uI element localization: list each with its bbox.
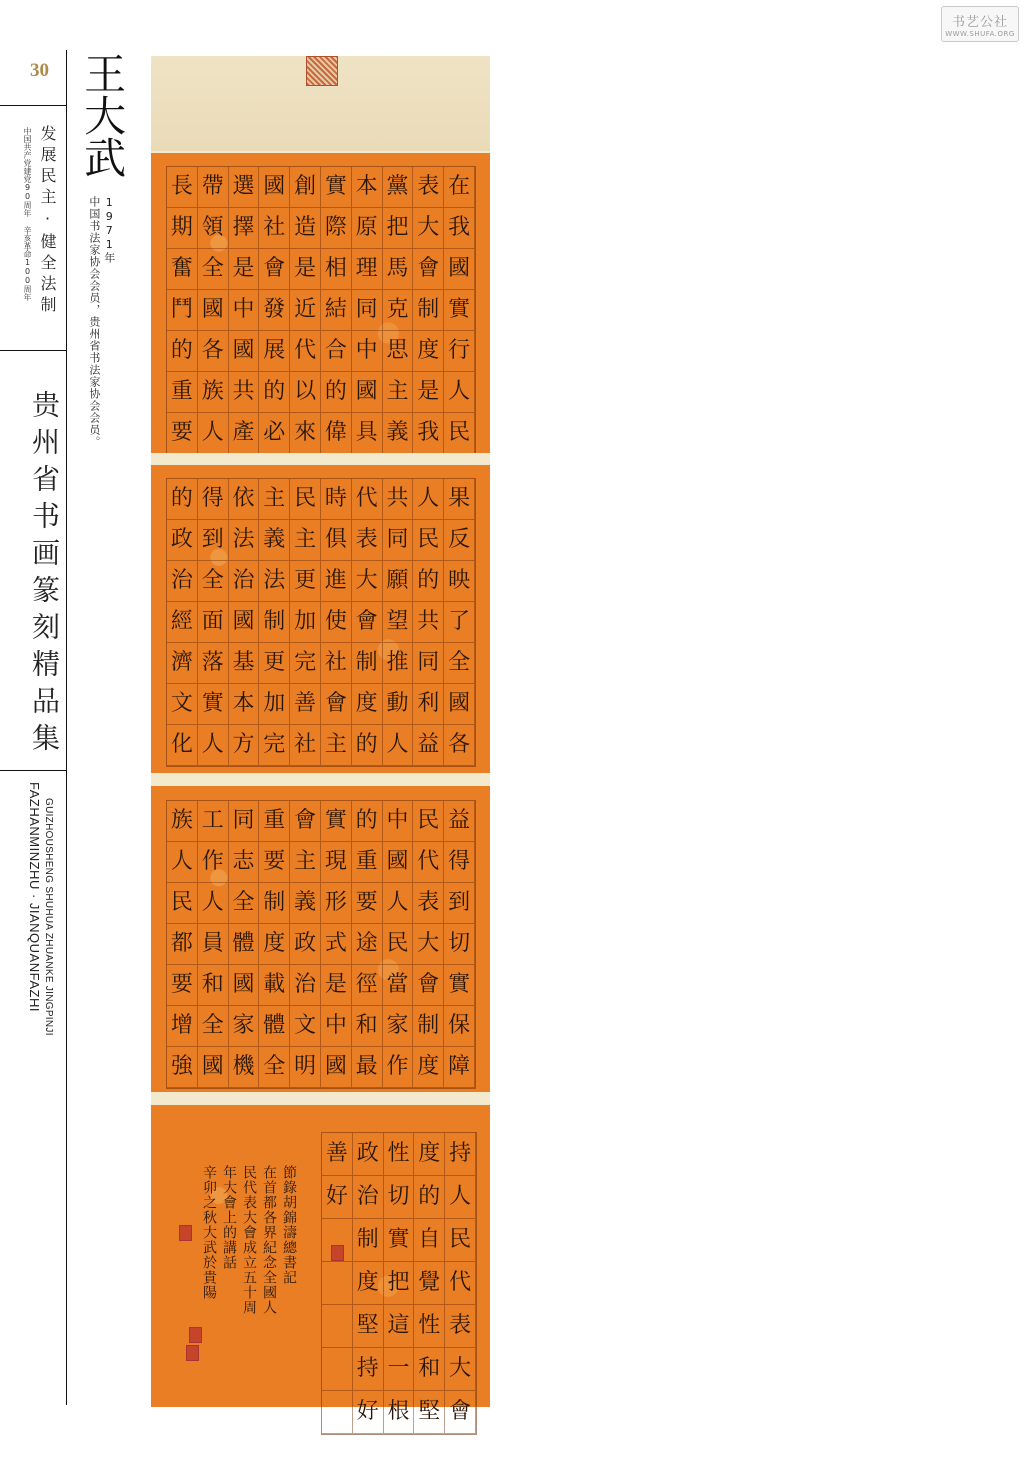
character-grid-1 [166, 166, 476, 455]
calligraphy-character: 會 [413, 965, 444, 1006]
calligraphy-character: 益 [413, 725, 444, 766]
book-title: 贵州省书画篆刻精品集 [28, 390, 61, 760]
calligraphy-character: 更 [259, 643, 290, 684]
calligraphy-character: 同 [413, 643, 444, 684]
calligraphy-character: 是 [413, 372, 444, 413]
site-watermark-logo [941, 6, 1019, 42]
calligraphy-character: 依 [229, 479, 260, 520]
calligraphy-character: 度 [413, 331, 444, 372]
calligraphy-character: 使 [321, 602, 352, 643]
calligraphy-character: 同 [352, 290, 383, 331]
panel-gap [151, 1092, 490, 1105]
calligraphy-character: 載 [259, 965, 290, 1006]
calligraphy-character: 黨 [383, 167, 414, 208]
calligraphy-character: 人 [198, 725, 229, 766]
calligraphy-character: 當 [383, 965, 414, 1006]
calligraphy-character: 家 [229, 1006, 260, 1047]
artist-name: 王大武 [78, 52, 128, 178]
calligraphy-character: 造 [290, 208, 321, 249]
calligraphy-character: 重 [352, 842, 383, 883]
calligraphy-character: 國 [321, 1047, 352, 1088]
calligraphy-character: 民 [445, 1219, 476, 1262]
calligraphy-character: 要 [167, 413, 198, 454]
calligraphy-character: 會 [290, 801, 321, 842]
calligraphy-character: 行 [444, 331, 475, 372]
calligraphy-character: 切 [444, 924, 475, 965]
calligraphy-character: 家 [383, 1006, 414, 1047]
calligraphy-character: 把 [383, 208, 414, 249]
calligraphy-character: 鬥 [167, 290, 198, 331]
calligraphy-character: 的 [414, 1176, 445, 1219]
calligraphy-panel-1 [151, 153, 490, 453]
calligraphy-character: 作 [383, 1047, 414, 1088]
calligraphy-character: 選 [229, 167, 260, 208]
calligraphy-character: 大 [413, 924, 444, 965]
calligraphy-panel-2 [151, 465, 490, 773]
calligraphy-character: 和 [414, 1348, 445, 1391]
calligraphy-character: 原 [352, 208, 383, 249]
calligraphy-character: 加 [259, 684, 290, 725]
calligraphy-character: 要 [259, 842, 290, 883]
calligraphy-character: 主 [321, 725, 352, 766]
calligraphy-character: 會 [413, 249, 444, 290]
calligraphy-character: 制 [259, 602, 290, 643]
calligraphy-character: 產 [229, 413, 260, 454]
colophon-line: 節錄胡錦濤總書記 [281, 1165, 297, 1285]
artist-year: 1971年 [102, 196, 116, 264]
calligraphy-character: 徑 [352, 965, 383, 1006]
collector-seal-icon [306, 56, 338, 86]
calligraphy-character: 治 [353, 1176, 384, 1219]
calligraphy-character: 好 [353, 1391, 384, 1434]
calligraphy-character: 共 [383, 479, 414, 520]
calligraphy-character: 到 [444, 883, 475, 924]
calligraphy-character: 實 [444, 290, 475, 331]
calligraphy-character: 克 [383, 290, 414, 331]
calligraphy-character: 願 [383, 561, 414, 602]
calligraphy-character: 濟 [167, 643, 198, 684]
calligraphy-character: 和 [352, 1006, 383, 1047]
calligraphy-character: 更 [290, 561, 321, 602]
calligraphy-character: 人 [198, 883, 229, 924]
calligraphy-character: 思 [383, 331, 414, 372]
calligraphy-character: 好 [322, 1176, 353, 1219]
calligraphy-character: 理 [352, 249, 383, 290]
calligraphy-character: 持 [445, 1133, 476, 1176]
latin-book-title: GUIZHOUSHENG SHUHUA ZHUANKE JINGPINJI [43, 798, 54, 1036]
calligraphy-character: 民 [444, 413, 475, 454]
calligraphy-character: 度 [259, 924, 290, 965]
calligraphy-character: 本 [352, 167, 383, 208]
calligraphy-character: 合 [321, 331, 352, 372]
calligraphy-character: 我 [413, 413, 444, 454]
calligraphy-character: 式 [321, 924, 352, 965]
calligraphy-character: 利 [413, 684, 444, 725]
calligraphy-character: 相 [321, 249, 352, 290]
calligraphy-character: 度 [353, 1262, 384, 1305]
calligraphy-character: 發 [259, 290, 290, 331]
calligraphy-character: 法 [229, 520, 260, 561]
calligraphy-character: 到 [198, 520, 229, 561]
calligraphy-character: 同 [229, 801, 260, 842]
calligraphy-character: 義 [290, 883, 321, 924]
character-grid-2 [166, 478, 476, 767]
calligraphy-character: 中 [321, 1006, 352, 1047]
calligraphy-panel-4 [151, 1105, 490, 1424]
calligraphy-character: 國 [229, 602, 260, 643]
calligraphy-character: 代 [445, 1262, 476, 1305]
colophon-line: 辛卯之秋大武於貴陽 [201, 1165, 217, 1300]
calligraphy-character: 各 [198, 331, 229, 372]
calligraphy-character: 制 [352, 643, 383, 684]
calligraphy-character: 人 [167, 842, 198, 883]
calligraphy-character [322, 1391, 353, 1434]
calligraphy-character: 中 [352, 331, 383, 372]
calligraphy-character: 堅 [414, 1391, 445, 1434]
character-grid-3 [166, 800, 476, 1089]
calligraphy-character: 治 [229, 561, 260, 602]
calligraphy-character: 際 [321, 208, 352, 249]
calligraphy-character: 創 [290, 167, 321, 208]
sidebar-rule-2 [0, 350, 66, 351]
calligraphy-character: 完 [259, 725, 290, 766]
calligraphy-character: 堅 [353, 1305, 384, 1348]
calligraphy-character: 志 [229, 842, 260, 883]
calligraphy-character: 民 [413, 801, 444, 842]
calligraphy-character: 大 [352, 561, 383, 602]
calligraphy-character: 作 [198, 842, 229, 883]
watermark-seal-text: 书艺公社 [951, 14, 1008, 30]
calligraphy-character: 工 [198, 801, 229, 842]
calligraphy-character: 人 [383, 883, 414, 924]
calligraphy-character: 制 [259, 883, 290, 924]
calligraphy-character: 實 [198, 684, 229, 725]
artist-seal-icon [186, 1345, 199, 1361]
calligraphy-character: 障 [444, 1047, 475, 1088]
calligraphy-character: 人 [198, 413, 229, 454]
calligraphy-character: 這 [384, 1305, 415, 1348]
sidebar-rule-3 [0, 770, 66, 771]
calligraphy-character: 明 [290, 1047, 321, 1088]
calligraphy-character: 保 [444, 1006, 475, 1047]
calligraphy-character: 了 [444, 602, 475, 643]
calligraphy-character: 基 [229, 643, 260, 684]
calligraphy-character: 映 [444, 561, 475, 602]
calligraphy-character: 重 [259, 801, 290, 842]
calligraphy-character: 代 [413, 842, 444, 883]
artist-seal-icon [331, 1245, 344, 1261]
calligraphy-character: 會 [321, 684, 352, 725]
calligraphy-character: 全 [198, 249, 229, 290]
calligraphy-character: 最 [352, 1047, 383, 1088]
calligraphy-character: 民 [383, 924, 414, 965]
calligraphy-character: 表 [413, 167, 444, 208]
calligraphy-character: 民 [413, 520, 444, 561]
calligraphy-character: 善 [322, 1133, 353, 1176]
calligraphy-character: 會 [352, 602, 383, 643]
calligraphy-character: 進 [321, 561, 352, 602]
calligraphy-character: 代 [352, 479, 383, 520]
calligraphy-character: 全 [444, 643, 475, 684]
calligraphy-character: 全 [198, 561, 229, 602]
calligraphy-character: 是 [321, 965, 352, 1006]
calligraphy-character: 全 [229, 883, 260, 924]
calligraphy-character: 反 [444, 520, 475, 561]
calligraphy-character: 得 [444, 842, 475, 883]
calligraphy-character: 形 [321, 883, 352, 924]
section-subtitle: 中国共产党建党90周年 辛亥革命100周年 [23, 127, 32, 301]
calligraphy-character: 的 [167, 479, 198, 520]
calligraphy-character: 體 [229, 924, 260, 965]
calligraphy-character: 一 [384, 1348, 415, 1391]
calligraphy-character: 結 [321, 290, 352, 331]
calligraphy-character: 本 [229, 684, 260, 725]
calligraphy-scroll [151, 56, 490, 1424]
calligraphy-character: 主 [290, 842, 321, 883]
calligraphy-character: 國 [383, 842, 414, 883]
calligraphy-character: 全 [259, 1047, 290, 1088]
calligraphy-character: 面 [198, 602, 229, 643]
calligraphy-character: 政 [290, 924, 321, 965]
calligraphy-panel-3 [151, 786, 490, 1092]
calligraphy-character: 法 [259, 561, 290, 602]
calligraphy-character: 都 [167, 924, 198, 965]
calligraphy-character: 時 [321, 479, 352, 520]
calligraphy-character: 中 [383, 801, 414, 842]
calligraphy-character: 實 [321, 167, 352, 208]
calligraphy-character: 落 [198, 643, 229, 684]
calligraphy-character: 化 [167, 725, 198, 766]
calligraphy-character: 領 [198, 208, 229, 249]
calligraphy-character: 的 [352, 725, 383, 766]
calligraphy-character: 期 [167, 208, 198, 249]
calligraphy-character: 會 [259, 249, 290, 290]
calligraphy-character: 切 [384, 1176, 415, 1219]
calligraphy-character: 同 [383, 520, 414, 561]
calligraphy-character: 益 [444, 801, 475, 842]
artist-seal-icon [189, 1327, 202, 1343]
calligraphy-character: 加 [290, 602, 321, 643]
sidebar-rule-1 [0, 105, 66, 106]
calligraphy-character: 國 [198, 1047, 229, 1088]
calligraphy-character: 實 [321, 801, 352, 842]
calligraphy-character: 度 [413, 1047, 444, 1088]
calligraphy-character: 代 [290, 331, 321, 372]
panel-gap [151, 773, 490, 786]
calligraphy-character: 民 [167, 883, 198, 924]
calligraphy-character: 擇 [229, 208, 260, 249]
calligraphy-character: 各 [444, 725, 475, 766]
calligraphy-character: 國 [229, 965, 260, 1006]
calligraphy-character: 民 [290, 479, 321, 520]
calligraphy-character: 表 [413, 883, 444, 924]
character-grid-4 [321, 1132, 477, 1435]
calligraphy-character: 要 [352, 883, 383, 924]
calligraphy-character: 的 [352, 801, 383, 842]
calligraphy-character: 推 [383, 643, 414, 684]
colophon-line: 在首都各界紀念全國人 [261, 1165, 277, 1315]
calligraphy-character: 的 [259, 372, 290, 413]
calligraphy-character: 要 [167, 965, 198, 1006]
calligraphy-character: 政 [167, 520, 198, 561]
calligraphy-character: 實 [384, 1219, 415, 1262]
calligraphy-character: 俱 [321, 520, 352, 561]
calligraphy-character [322, 1305, 353, 1348]
calligraphy-character: 近 [290, 290, 321, 331]
calligraphy-character: 覺 [414, 1262, 445, 1305]
calligraphy-character: 國 [229, 331, 260, 372]
calligraphy-character: 全 [198, 1006, 229, 1047]
calligraphy-character: 表 [445, 1305, 476, 1348]
calligraphy-character: 人 [445, 1176, 476, 1219]
calligraphy-character: 馬 [383, 249, 414, 290]
calligraphy-character: 帶 [198, 167, 229, 208]
calligraphy-character: 度 [414, 1133, 445, 1176]
colophon-line: 民代表大會成立五十周 [241, 1165, 257, 1315]
sidebar-vertical-rule [66, 50, 67, 1405]
calligraphy-character: 自 [414, 1219, 445, 1262]
calligraphy-character: 族 [167, 801, 198, 842]
calligraphy-character: 會 [445, 1391, 476, 1434]
calligraphy-character: 員 [198, 924, 229, 965]
calligraphy-character: 表 [352, 520, 383, 561]
section-title: 发展民主·健全法制 [38, 125, 57, 317]
calligraphy-character: 根 [384, 1391, 415, 1434]
calligraphy-character: 得 [198, 479, 229, 520]
calligraphy-character: 共 [413, 602, 444, 643]
calligraphy-character: 奮 [167, 249, 198, 290]
latin-section-title: FAZHANMINZHU · JIANQUANFAZHI [27, 782, 42, 1012]
calligraphy-character: 社 [259, 208, 290, 249]
calligraphy-character: 現 [321, 842, 352, 883]
calligraphy-character: 人 [444, 372, 475, 413]
calligraphy-character: 強 [167, 1047, 198, 1088]
calligraphy-character: 主 [290, 520, 321, 561]
calligraphy-character: 國 [444, 249, 475, 290]
calligraphy-character: 的 [321, 372, 352, 413]
calligraphy-character: 我 [444, 208, 475, 249]
calligraphy-character: 以 [290, 372, 321, 413]
calligraphy-character: 社 [290, 725, 321, 766]
calligraphy-character: 制 [413, 290, 444, 331]
calligraphy-character: 度 [352, 684, 383, 725]
calligraphy-character: 長 [167, 167, 198, 208]
calligraphy-character: 增 [167, 1006, 198, 1047]
calligraphy-character: 在 [444, 167, 475, 208]
calligraphy-character: 人 [413, 479, 444, 520]
calligraphy-character: 的 [167, 331, 198, 372]
calligraphy-character: 共 [229, 372, 260, 413]
colophon-line: 年大會上的講話 [221, 1165, 237, 1270]
watermark-url: WWW.SHUFA.ORG [945, 29, 1015, 38]
calligraphy-character: 大 [413, 208, 444, 249]
calligraphy-character: 機 [229, 1047, 260, 1088]
calligraphy-character [322, 1262, 353, 1305]
calligraphy-character: 制 [413, 1006, 444, 1047]
calligraphy-character: 體 [259, 1006, 290, 1047]
calligraphy-character: 展 [259, 331, 290, 372]
artist-seal-icon [179, 1225, 192, 1241]
calligraphy-character: 望 [383, 602, 414, 643]
calligraphy-character: 偉 [321, 413, 352, 454]
calligraphy-character: 主 [259, 479, 290, 520]
calligraphy-character: 族 [198, 372, 229, 413]
calligraphy-character: 主 [383, 372, 414, 413]
calligraphy-character: 方 [229, 725, 260, 766]
panel-gap [151, 453, 490, 465]
calligraphy-character: 和 [198, 965, 229, 1006]
calligraphy-character: 國 [352, 372, 383, 413]
calligraphy-character: 大 [445, 1348, 476, 1391]
calligraphy-character: 性 [414, 1305, 445, 1348]
calligraphy-character: 經 [167, 602, 198, 643]
calligraphy-character: 是 [290, 249, 321, 290]
calligraphy-character: 善 [290, 684, 321, 725]
calligraphy-character: 國 [259, 167, 290, 208]
calligraphy-character: 來 [290, 413, 321, 454]
calligraphy-character: 治 [167, 561, 198, 602]
calligraphy-character: 途 [352, 924, 383, 965]
calligraphy-character: 國 [198, 290, 229, 331]
calligraphy-character: 果 [444, 479, 475, 520]
page-number: 30 [30, 60, 49, 81]
artist-bio-block [86, 196, 116, 448]
calligraphy-character: 制 [353, 1219, 384, 1262]
calligraphy-character: 義 [259, 520, 290, 561]
colophon-inscription [199, 1165, 299, 1385]
calligraphy-character: 是 [229, 249, 260, 290]
calligraphy-character: 重 [167, 372, 198, 413]
calligraphy-character: 實 [444, 965, 475, 1006]
calligraphy-character: 義 [383, 413, 414, 454]
calligraphy-character: 人 [383, 725, 414, 766]
calligraphy-character: 動 [383, 684, 414, 725]
calligraphy-character: 文 [167, 684, 198, 725]
artist-bio: 中国书法家协会会员，贵州省书法家协会会员。 [87, 196, 101, 448]
calligraphy-character: 中 [229, 290, 260, 331]
calligraphy-character: 治 [290, 965, 321, 1006]
calligraphy-character: 社 [321, 643, 352, 684]
calligraphy-character: 的 [413, 561, 444, 602]
calligraphy-character: 持 [353, 1348, 384, 1391]
calligraphy-character: 具 [352, 413, 383, 454]
calligraphy-character: 把 [384, 1262, 415, 1305]
calligraphy-character: 文 [290, 1006, 321, 1047]
calligraphy-character: 性 [384, 1133, 415, 1176]
calligraphy-character: 國 [444, 684, 475, 725]
calligraphy-character [322, 1348, 353, 1391]
calligraphy-character: 政 [353, 1133, 384, 1176]
calligraphy-character: 完 [290, 643, 321, 684]
calligraphy-character: 必 [259, 413, 290, 454]
